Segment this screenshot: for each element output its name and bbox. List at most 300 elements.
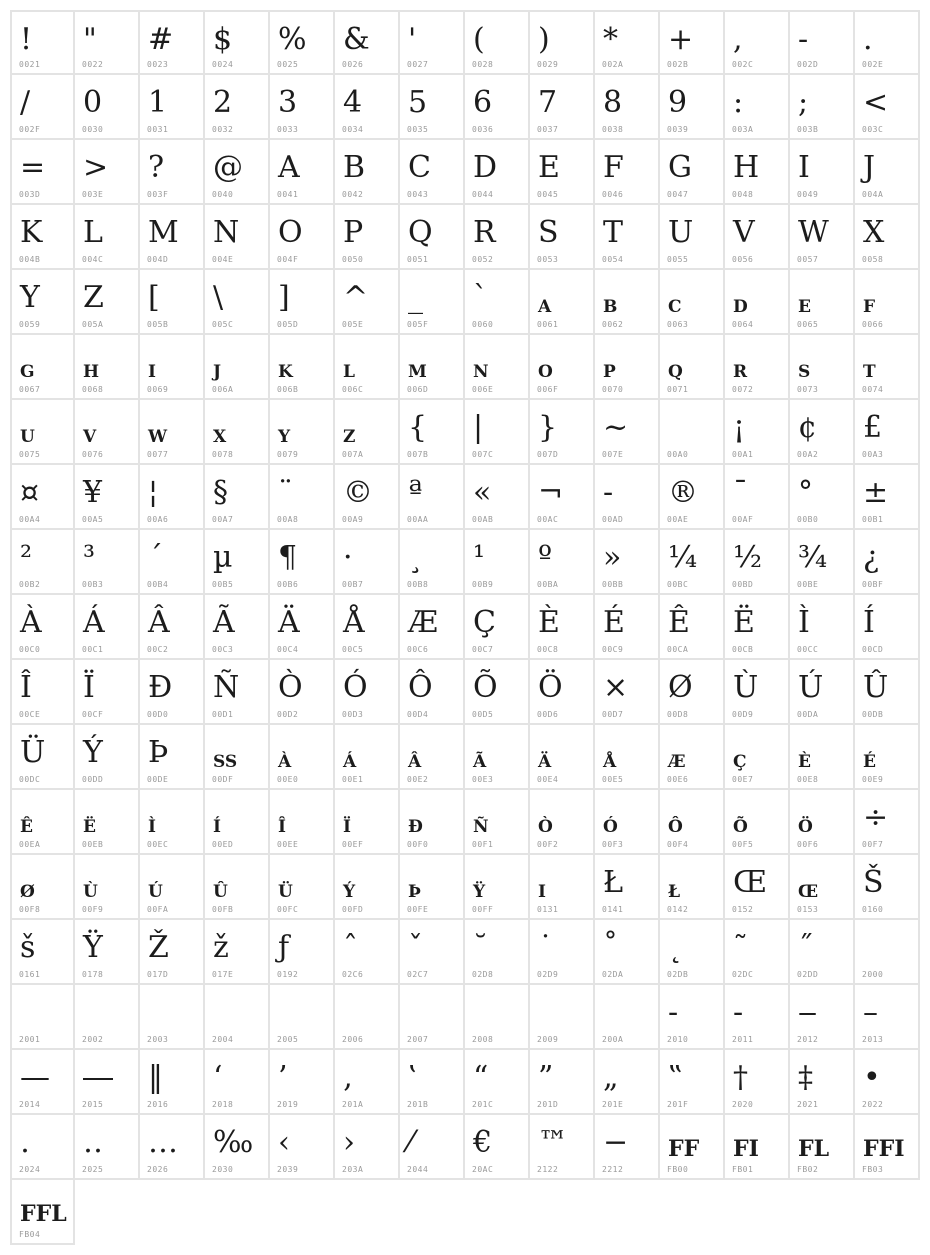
glyph-codepoint: 00C9 [602, 645, 624, 654]
glyph-cell [270, 855, 335, 920]
glyph-codepoint: 0160 [862, 905, 884, 914]
glyph-cell [75, 855, 140, 920]
glyph-cell [855, 270, 920, 335]
glyph-char: î [278, 809, 286, 838]
glyph-cell [595, 985, 660, 1050]
glyph-char: ³ [83, 540, 96, 575]
glyph-cell [270, 270, 335, 335]
glyph-codepoint: 00E3 [472, 775, 494, 784]
glyph-cell [140, 465, 205, 530]
glyph-char: æ [668, 744, 686, 773]
glyph-codepoint: 00FE [407, 905, 429, 914]
glyph-cell [10, 205, 75, 270]
glyph-cell [855, 725, 920, 790]
glyph-cell [465, 1050, 530, 1115]
glyph-codepoint: 2025 [82, 1165, 104, 1174]
glyph-char: * [603, 22, 618, 57]
glyph-codepoint: 004B [19, 255, 41, 264]
glyph-codepoint: 0066 [862, 320, 884, 329]
glyph-codepoint: 0079 [277, 450, 299, 459]
glyph-char: À [20, 605, 42, 640]
glyph-char: Ÿ [83, 930, 103, 965]
glyph-cell [335, 205, 400, 270]
glyph-codepoint: 0058 [862, 255, 884, 264]
glyph-cell [335, 140, 400, 205]
glyph-cell [595, 400, 660, 465]
glyph-cell [400, 465, 465, 530]
glyph-codepoint: 0054 [602, 255, 624, 264]
glyph-char: Î [20, 670, 32, 705]
glyph-codepoint: 0029 [537, 60, 559, 69]
glyph-char: FL [798, 1136, 830, 1162]
glyph-cell [10, 335, 75, 400]
glyph-codepoint: 00FB [212, 905, 234, 914]
glyph-cell [465, 205, 530, 270]
glyph-cell [75, 790, 140, 855]
glyph-codepoint: 200A [602, 1035, 624, 1044]
glyph-char: Ó [343, 670, 368, 705]
glyph-cell [855, 335, 920, 400]
glyph-cell [465, 400, 530, 465]
glyph-char: M [148, 215, 179, 250]
glyph-codepoint: 00F3 [602, 840, 624, 849]
glyph-cell [10, 75, 75, 140]
glyph-cell [725, 595, 790, 660]
glyph-cell [465, 10, 530, 75]
glyph-char: n [473, 354, 489, 383]
glyph-codepoint: 2039 [277, 1165, 299, 1174]
glyph-codepoint: 2007 [407, 1035, 429, 1044]
glyph-cell [335, 790, 400, 855]
glyph-cell [530, 270, 595, 335]
glyph-cell [335, 400, 400, 465]
glyph-char: ø [20, 874, 35, 903]
glyph-cell [75, 985, 140, 1050]
glyph-codepoint: 0027 [407, 60, 429, 69]
glyph-char: Q [408, 215, 433, 250]
glyph-char: e [798, 289, 811, 318]
glyph-codepoint: 2026 [147, 1165, 169, 1174]
glyph-char: Û [863, 670, 889, 705]
glyph-char: ² [20, 540, 33, 575]
glyph-char: g [20, 354, 35, 383]
glyph-codepoint: FB01 [732, 1165, 754, 1174]
glyph-codepoint: 0041 [277, 190, 299, 199]
glyph-codepoint: 006F [537, 385, 559, 394]
glyph-cell [465, 790, 530, 855]
glyph-cell [855, 660, 920, 725]
glyph-char: S [538, 215, 559, 250]
glyph-codepoint: 201C [472, 1100, 494, 1109]
glyph-codepoint: 2010 [667, 1035, 689, 1044]
glyph-cell [595, 1050, 660, 1115]
glyph-char: q [668, 354, 683, 383]
glyph-cell [595, 205, 660, 270]
glyph-codepoint: 006A [212, 385, 234, 394]
glyph-cell [725, 855, 790, 920]
glyph-codepoint: 007A [342, 450, 364, 459]
glyph-codepoint: 0035 [407, 125, 429, 134]
glyph-char: ‚ [343, 1060, 353, 1095]
glyph-cell [855, 400, 920, 465]
glyph-cell [465, 985, 530, 1050]
glyph-char: f [863, 289, 876, 318]
glyph-codepoint: 2011 [732, 1035, 754, 1044]
glyph-cell [465, 1115, 530, 1180]
glyph-cell [75, 205, 140, 270]
glyph-codepoint: 00AF [732, 515, 754, 524]
glyph-char: U [668, 215, 694, 250]
glyph-cell [75, 595, 140, 660]
glyph-char: Ë [733, 605, 755, 640]
glyph-cell [400, 75, 465, 140]
glyph-char: R [473, 215, 496, 250]
glyph-cell [140, 1115, 205, 1180]
glyph-char: u [20, 419, 35, 448]
glyph-codepoint: 0022 [82, 60, 104, 69]
glyph-cell [140, 1050, 205, 1115]
glyph-cell [855, 855, 920, 920]
glyph-codepoint: 0065 [797, 320, 819, 329]
glyph-cell [530, 205, 595, 270]
glyph-char: E [538, 150, 560, 185]
glyph-codepoint: 0044 [472, 190, 494, 199]
glyph-codepoint: 201D [537, 1100, 559, 1109]
glyph-codepoint: FB03 [862, 1165, 884, 1174]
glyph-char: t [863, 354, 876, 383]
glyph-char: § [213, 475, 228, 510]
glyph-cell [595, 530, 660, 595]
glyph-cell [270, 75, 335, 140]
glyph-char: , [733, 22, 743, 57]
glyph-char: _ [408, 280, 423, 315]
glyph-cell [790, 530, 855, 595]
glyph-codepoint: 0026 [342, 60, 364, 69]
glyph-codepoint: FB00 [667, 1165, 689, 1174]
glyph-cell [465, 270, 530, 335]
glyph-cell [855, 985, 920, 1050]
glyph-cell [75, 1115, 140, 1180]
glyph-cell [400, 920, 465, 985]
glyph-codepoint: 00D9 [732, 710, 754, 719]
glyph-cell [75, 530, 140, 595]
glyph-codepoint: 00C8 [537, 645, 559, 654]
glyph-char: ı [538, 874, 546, 903]
glyph-char: y [278, 419, 291, 448]
glyph-codepoint: 00F9 [82, 905, 104, 914]
glyph-codepoint: 002D [797, 60, 819, 69]
glyph-cell [140, 660, 205, 725]
glyph-cell [270, 530, 335, 595]
glyph-char: é [863, 744, 876, 773]
glyph-codepoint: 002F [19, 125, 41, 134]
glyph-codepoint: 0067 [19, 385, 41, 394]
glyph-char: ¸ [408, 540, 423, 575]
glyph-cell [205, 465, 270, 530]
glyph-cell [660, 790, 725, 855]
glyph-cell [400, 855, 465, 920]
glyph-cell [465, 725, 530, 790]
glyph-cell [205, 790, 270, 855]
glyph-char: ‹ [278, 1125, 290, 1160]
glyph-char: ƒ [278, 930, 290, 965]
glyph-cell [140, 335, 205, 400]
glyph-codepoint: 2006 [342, 1035, 364, 1044]
glyph-codepoint: 0030 [82, 125, 104, 134]
glyph-cell [660, 985, 725, 1050]
glyph-char: « [473, 475, 492, 510]
glyph-cell [660, 855, 725, 920]
glyph-codepoint: 00BE [797, 580, 819, 589]
glyph-codepoint: 005C [212, 320, 234, 329]
glyph-codepoint: 004F [277, 255, 299, 264]
glyph-char: " [83, 22, 97, 57]
glyph-cell [10, 855, 75, 920]
glyph-char: ‟ [668, 1060, 684, 1095]
glyph-cell [790, 270, 855, 335]
glyph-cell [660, 10, 725, 75]
glyph-codepoint: 003E [82, 190, 104, 199]
glyph-cell [270, 335, 335, 400]
glyph-cell [270, 140, 335, 205]
glyph-cell [335, 920, 400, 985]
glyph-codepoint: 00EB [82, 840, 104, 849]
glyph-cell [725, 10, 790, 75]
glyph-cell [660, 75, 725, 140]
glyph-codepoint: 0077 [147, 450, 169, 459]
glyph-cell [335, 335, 400, 400]
glyph-codepoint: 0038 [602, 125, 624, 134]
glyph-char: ë [83, 809, 96, 838]
glyph-char: A [278, 150, 300, 185]
glyph-cell [205, 725, 270, 790]
glyph-cell [595, 335, 660, 400]
glyph-codepoint: 0045 [537, 190, 559, 199]
glyph-char: Ú [798, 670, 824, 705]
glyph-codepoint: 00A3 [862, 450, 884, 459]
glyph-cell [790, 400, 855, 465]
glyph-char: - [603, 475, 614, 510]
glyph-codepoint: 0053 [537, 255, 559, 264]
glyph-codepoint: 0076 [82, 450, 104, 459]
glyph-char: ^ [343, 280, 369, 315]
glyph-codepoint: 00C6 [407, 645, 429, 654]
glyph-codepoint: 00C2 [147, 645, 169, 654]
glyph-char: ð [408, 809, 423, 838]
glyph-char: ç [733, 744, 747, 773]
glyph-char: c [668, 289, 682, 318]
glyph-char: Ì [798, 605, 810, 640]
glyph-cell [10, 10, 75, 75]
glyph-codepoint: 0056 [732, 255, 754, 264]
glyph-char: í [213, 809, 221, 838]
glyph-cell [465, 75, 530, 140]
glyph-codepoint: 00EA [19, 840, 41, 849]
glyph-char: ‒ [798, 995, 818, 1030]
glyph-cell [855, 205, 920, 270]
glyph-cell [660, 465, 725, 530]
glyph-codepoint: FB02 [797, 1165, 819, 1174]
glyph-codepoint: 0047 [667, 190, 689, 199]
glyph-cell [530, 140, 595, 205]
glyph-cell [660, 205, 725, 270]
glyph-char: ― [83, 1060, 113, 1095]
glyph-cell [335, 1115, 400, 1180]
glyph-char: Ž [148, 930, 169, 965]
glyph-char: ï [343, 809, 351, 838]
glyph-cell [335, 725, 400, 790]
glyph-char: û [213, 874, 228, 903]
glyph-cell [140, 10, 205, 75]
glyph-codepoint: 00EF [342, 840, 364, 849]
glyph-cell [75, 660, 140, 725]
glyph-char: à [278, 744, 292, 773]
glyph-codepoint: 00B7 [342, 580, 364, 589]
glyph-codepoint: 004A [862, 190, 884, 199]
glyph-codepoint: 0131 [537, 905, 559, 914]
glyph-cell [335, 595, 400, 660]
glyph-codepoint: 00A5 [82, 515, 104, 524]
glyph-cell [725, 270, 790, 335]
glyph-char: ss [213, 744, 238, 773]
glyph-char: „ [603, 1060, 619, 1095]
glyph-codepoint: 00AD [602, 515, 624, 524]
glyph-char: Ç [473, 605, 496, 640]
glyph-cell [595, 790, 660, 855]
glyph-codepoint: 02DB [667, 970, 689, 979]
glyph-codepoint: 002E [862, 60, 884, 69]
glyph-char: ¡ [733, 410, 746, 445]
glyph-cell [790, 790, 855, 855]
glyph-cell [660, 595, 725, 660]
glyph-char: v [83, 419, 97, 448]
glyph-char: p [603, 354, 616, 383]
glyph-char: ý [343, 874, 356, 903]
glyph-codepoint: 2013 [862, 1035, 884, 1044]
glyph-char: FFI [863, 1136, 905, 1162]
glyph-char: ˜ [733, 930, 748, 965]
glyph-cell [660, 335, 725, 400]
glyph-char: á [343, 744, 357, 773]
glyph-codepoint: 003C [862, 125, 884, 134]
glyph-cell [205, 140, 270, 205]
glyph-cell [530, 660, 595, 725]
glyph-char: ˝ [798, 930, 813, 965]
glyph-char: ¼ [668, 540, 698, 575]
glyph-codepoint: 2000 [862, 970, 884, 979]
glyph-codepoint: 0078 [212, 450, 234, 459]
glyph-codepoint: 00F5 [732, 840, 754, 849]
glyph-cell [725, 530, 790, 595]
glyph-char: È [538, 605, 560, 640]
glyph-cell [270, 10, 335, 75]
glyph-cell [10, 595, 75, 660]
glyph-char: ‰ [213, 1125, 254, 1160]
glyph-codepoint: 007B [407, 450, 429, 459]
glyph-codepoint: 0073 [797, 385, 819, 394]
glyph-char: ¢ [798, 410, 818, 445]
glyph-char: ± [863, 475, 889, 510]
glyph-char: ½ [733, 540, 763, 575]
glyph-cell [205, 920, 270, 985]
glyph-codepoint: 00E4 [537, 775, 559, 784]
glyph-cell [595, 270, 660, 335]
glyph-cell [855, 10, 920, 75]
glyph-codepoint: 004C [82, 255, 104, 264]
glyph-codepoint: 00AE [667, 515, 689, 524]
glyph-codepoint: 0070 [602, 385, 624, 394]
glyph-codepoint: 00BA [537, 580, 559, 589]
glyph-codepoint: 00DA [797, 710, 819, 719]
glyph-char: Ô [408, 670, 433, 705]
glyph-char: 0 [83, 85, 103, 120]
glyph-cell [270, 595, 335, 660]
glyph-char: è [798, 744, 811, 773]
glyph-cell [10, 400, 75, 465]
glyph-cell [270, 725, 335, 790]
glyph-codepoint: 007E [602, 450, 624, 459]
glyph-codepoint: 0192 [277, 970, 299, 979]
glyph-cell [140, 140, 205, 205]
glyph-char: : [733, 85, 744, 120]
glyph-char: Ï [83, 670, 95, 705]
glyph-cell [400, 140, 465, 205]
glyph-char: “ [473, 1060, 489, 1095]
glyph-cell [465, 140, 530, 205]
glyph-cell [465, 335, 530, 400]
glyph-cell [465, 920, 530, 985]
glyph-char: ™ [538, 1125, 568, 1160]
glyph-char: õ [733, 809, 748, 838]
glyph-codepoint: 005A [82, 320, 104, 329]
glyph-cell [855, 75, 920, 140]
glyph-char: b [603, 289, 618, 318]
glyph-codepoint: 2014 [19, 1100, 41, 1109]
glyph-cell [335, 75, 400, 140]
glyph-codepoint: 00EE [277, 840, 299, 849]
glyph-cell [400, 725, 465, 790]
glyph-cell [205, 985, 270, 1050]
glyph-cell [790, 920, 855, 985]
glyph-codepoint: 0024 [212, 60, 234, 69]
glyph-cell [595, 75, 660, 140]
glyph-codepoint: 0049 [797, 190, 819, 199]
glyph-char: k [278, 354, 293, 383]
glyph-cell [400, 335, 465, 400]
glyph-codepoint: 00F7 [862, 840, 884, 849]
glyph-cell [140, 790, 205, 855]
glyph-codepoint: 203A [342, 1165, 364, 1174]
glyph-char: L [83, 215, 103, 250]
glyph-char: K [20, 215, 43, 250]
glyph-cell [400, 205, 465, 270]
glyph-cell [75, 725, 140, 790]
glyph-cell [790, 1050, 855, 1115]
glyph-cell [140, 75, 205, 140]
glyph-char: ) [538, 22, 550, 57]
glyph-codepoint: 003A [732, 125, 754, 134]
glyph-codepoint: 2122 [537, 1165, 559, 1174]
glyph-char: ł [668, 874, 681, 903]
glyph-char: É [603, 605, 625, 640]
glyph-char: [ [148, 280, 160, 315]
glyph-codepoint: 00D8 [667, 710, 689, 719]
glyph-char: i [148, 354, 156, 383]
glyph-codepoint: 006B [277, 385, 299, 394]
glyph-codepoint: 00EC [147, 840, 169, 849]
glyph-char: ª [408, 475, 423, 510]
glyph-char: Ã [213, 605, 235, 640]
